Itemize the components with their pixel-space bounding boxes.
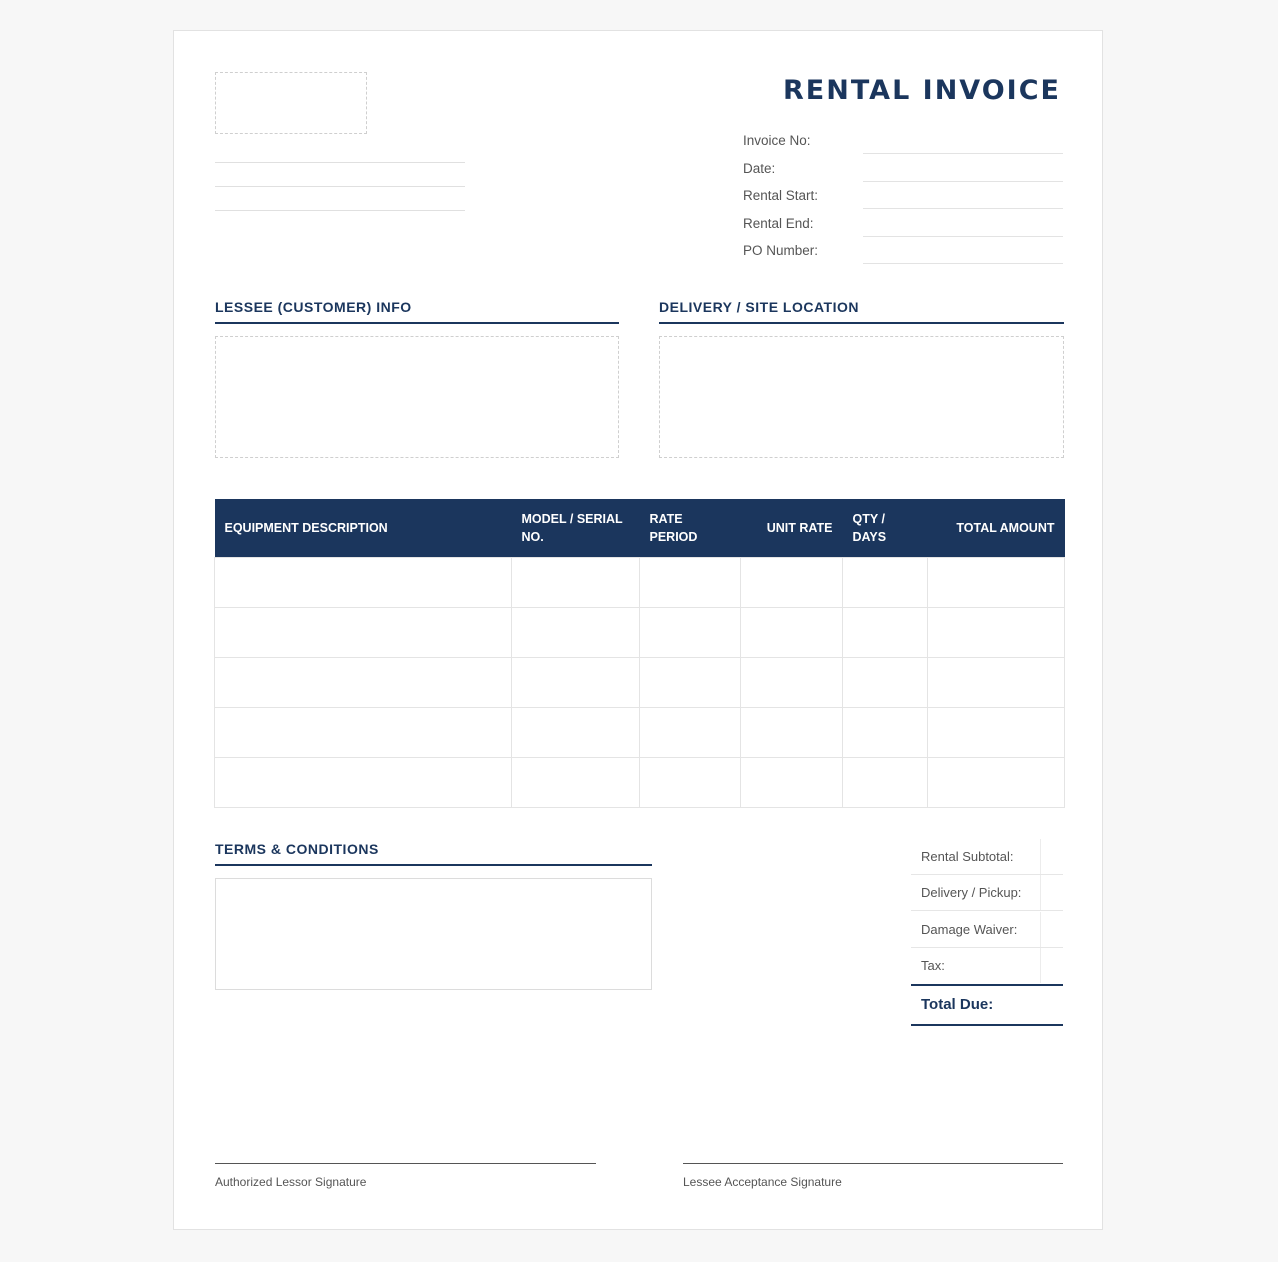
table-cell[interactable] (928, 557, 1065, 607)
damage-waiver-label: Damage Waiver: (921, 922, 1018, 937)
table-cell[interactable] (843, 707, 928, 757)
total-due-row[interactable] (911, 984, 1063, 1026)
rental-start-field[interactable] (863, 208, 1063, 209)
table-cell[interactable] (928, 757, 1065, 807)
table-row (215, 557, 1065, 607)
damage-waiver-row (911, 912, 1063, 948)
invoice-no-field[interactable] (863, 153, 1063, 154)
logo-placeholder[interactable] (215, 72, 367, 134)
table-cell[interactable] (928, 707, 1065, 757)
delivery-heading: DELIVERY / SITE LOCATION (659, 299, 1064, 324)
invoice-no-label: Invoice No: (743, 133, 811, 148)
invoice-page (173, 30, 1103, 1230)
table-row (215, 657, 1065, 707)
company-address-line-3[interactable] (215, 210, 465, 211)
table-cell[interactable] (640, 757, 741, 807)
equipment-table (214, 499, 1065, 808)
table-cell[interactable] (843, 757, 928, 807)
table-cell[interactable] (843, 607, 928, 657)
table-cell[interactable] (640, 657, 741, 707)
rental-start-label: Rental Start: (743, 188, 819, 203)
table-cell[interactable] (741, 707, 843, 757)
table-cell[interactable] (741, 557, 843, 607)
lessor-signature-label: Authorized Lessor Signature (215, 1175, 367, 1189)
subtotal-row (911, 839, 1063, 875)
table-row (215, 757, 1065, 807)
table-row (215, 607, 1065, 657)
company-address-line-1[interactable] (215, 162, 465, 163)
lessor-signature-line[interactable] (215, 1163, 596, 1164)
table-cell[interactable] (640, 607, 741, 657)
rental-end-label: Rental End: (743, 216, 814, 231)
table-cell[interactable] (640, 707, 741, 757)
table-cell[interactable] (215, 557, 512, 607)
table-cell[interactable] (512, 557, 640, 607)
col-rate-period: RATE PERIOD (640, 499, 741, 557)
invoice-title: RENTAL INVOICE (783, 75, 1061, 106)
date-field[interactable] (863, 181, 1063, 182)
table-cell[interactable] (512, 707, 640, 757)
table-cell[interactable] (512, 757, 640, 807)
company-address-line-2[interactable] (215, 186, 465, 187)
delivery-pickup-row (911, 875, 1063, 911)
table-cell[interactable] (640, 557, 741, 607)
col-equipment-description: EQUIPMENT DESCRIPTION (215, 499, 512, 557)
po-number-label: PO Number: (743, 243, 819, 258)
table-cell[interactable] (741, 757, 843, 807)
subtotal-field[interactable] (1040, 839, 1063, 874)
table-cell[interactable] (741, 607, 843, 657)
table-cell[interactable] (215, 657, 512, 707)
damage-waiver-field[interactable] (1040, 912, 1063, 947)
col-unit-rate: UNIT RATE (741, 499, 843, 557)
tax-field[interactable] (1040, 948, 1063, 983)
terms-box[interactable] (215, 878, 652, 990)
tax-row (911, 948, 1063, 984)
table-header-row (215, 499, 1065, 557)
subtotal-label: Rental Subtotal: (921, 849, 1014, 864)
table-cell[interactable] (928, 607, 1065, 657)
lessee-heading: LESSEE (CUSTOMER) INFO (215, 299, 619, 324)
rental-end-field[interactable] (863, 236, 1063, 237)
table-cell[interactable] (512, 657, 640, 707)
table-cell[interactable] (215, 607, 512, 657)
delivery-pickup-label: Delivery / Pickup: (921, 885, 1022, 900)
col-total-amount: TOTAL AMOUNT (928, 499, 1065, 557)
table-cell[interactable] (215, 707, 512, 757)
date-label: Date: (743, 161, 776, 176)
lessee-signature-line[interactable] (683, 1163, 1063, 1164)
table-cell[interactable] (843, 557, 928, 607)
table-cell[interactable] (215, 757, 512, 807)
table-cell[interactable] (928, 657, 1065, 707)
terms-heading: TERMS & CONDITIONS (215, 841, 652, 866)
lessee-signature-label: Lessee Acceptance Signature (683, 1175, 842, 1189)
table-cell[interactable] (512, 607, 640, 657)
table-cell[interactable] (741, 657, 843, 707)
col-model-serial: MODEL / SERIAL NO. (512, 499, 640, 557)
tax-label: Tax: (921, 958, 945, 973)
table-cell[interactable] (843, 657, 928, 707)
table-row (215, 707, 1065, 757)
total-due-label: Total Due: (921, 996, 994, 1013)
delivery-pickup-field[interactable] (1040, 875, 1063, 910)
delivery-location-box[interactable] (659, 336, 1064, 458)
col-qty-days: QTY / DAYS (843, 499, 928, 557)
lessee-info-box[interactable] (215, 336, 619, 458)
po-number-field[interactable] (863, 263, 1063, 264)
